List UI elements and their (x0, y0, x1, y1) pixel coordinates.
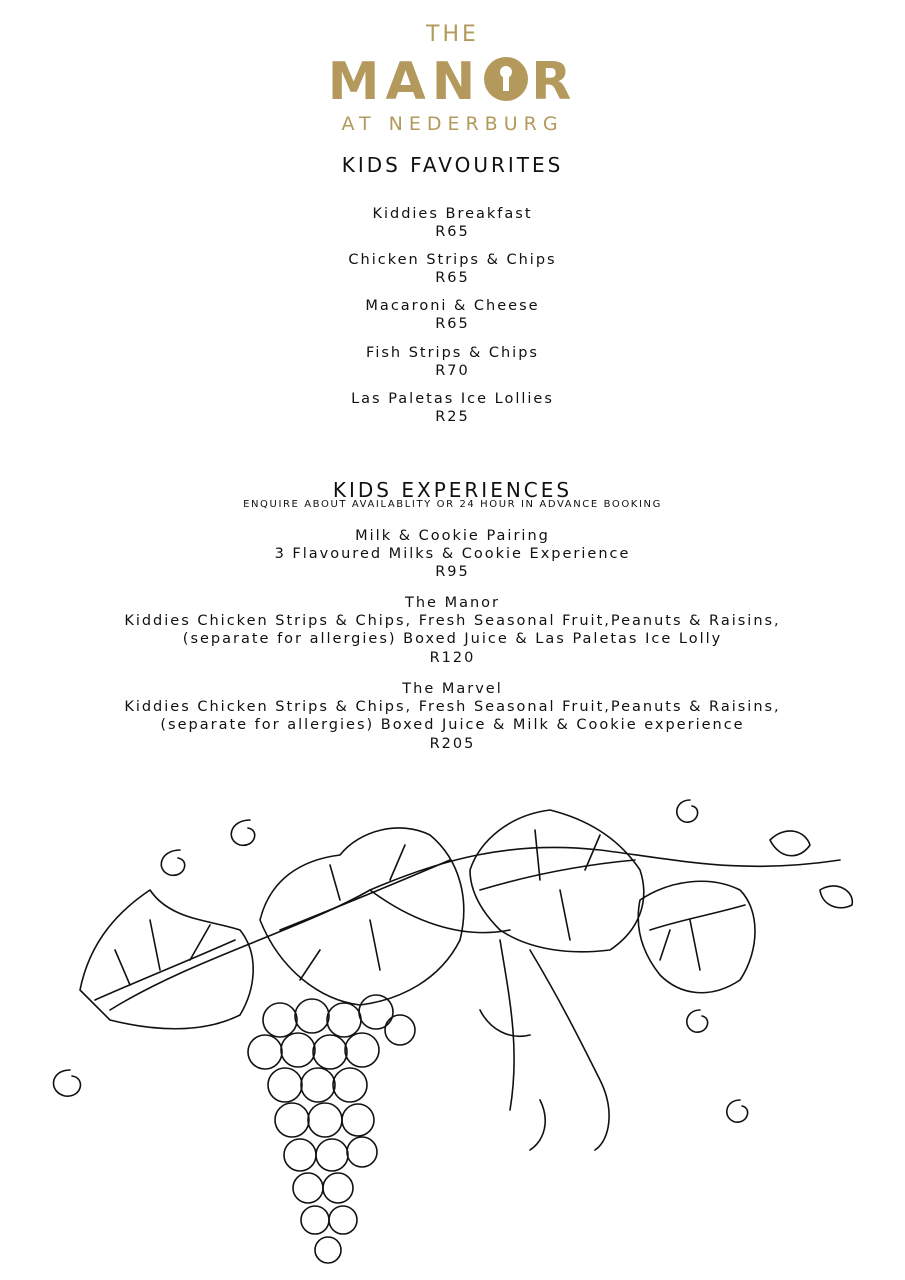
exp-item-desc: (separate for allergies) Boxed Juice & Milk & Cookie experience (160, 717, 745, 733)
logo-manor-part1: MAN (327, 52, 482, 112)
experiences-heading: KIDS EXPERIENCES (332, 478, 573, 502)
fav-item-price: R65 (435, 316, 470, 332)
fav-item-name: Fish Strips & Chips (366, 345, 539, 361)
fav-item-price: R65 (435, 270, 470, 286)
exp-item-desc: (separate for allergies) Boxed Juice & Las Paletas Ice Lolly (182, 631, 723, 647)
exp-item-name: Milk & Cookie Pairing (355, 528, 550, 544)
fav-item-price: R65 (435, 224, 470, 240)
logo-manor (0, 52, 905, 112)
exp-item-price: R120 (429, 650, 476, 666)
fav-item-name: Kiddies Breakfast (372, 206, 533, 222)
exp-item-price: R205 (429, 736, 476, 752)
favourites-heading: KIDS FAVOURITES (341, 153, 564, 177)
fav-item-price: R25 (435, 409, 470, 425)
exp-item-name: The Marvel (402, 681, 503, 697)
logo-the: THE (426, 22, 479, 47)
exp-item-desc: Kiddies Chicken Strips & Chips, Fresh Seasonal Fruit,Peanuts & Raisins, (124, 613, 781, 629)
exp-item-name: The Manor (405, 595, 500, 611)
fav-item-name: Macaroni & Cheese (365, 298, 540, 314)
exp-item-desc: 3 Flavoured Milks & Cookie Experience (274, 546, 631, 562)
fav-item-name: Chicken Strips & Chips (348, 252, 557, 268)
logo-manor-part2: R (531, 52, 578, 112)
logo-subtitle: AT NEDERBURG (341, 113, 564, 135)
exp-item-desc: Kiddies Chicken Strips & Chips, Fresh Seasonal Fruit,Peanuts & Raisins, (124, 699, 781, 715)
fav-item-price: R70 (435, 363, 470, 379)
grapevine-illustration (40, 780, 870, 1280)
booking-note: ENQUIRE ABOUT AVAILABLITY OR 24 HOUR IN ADVANCE BOOKING (243, 499, 662, 510)
fav-item-name: Las Paletas Ice Lollies (351, 391, 554, 407)
exp-item-price: R95 (435, 564, 470, 580)
keyhole-icon (484, 57, 528, 101)
